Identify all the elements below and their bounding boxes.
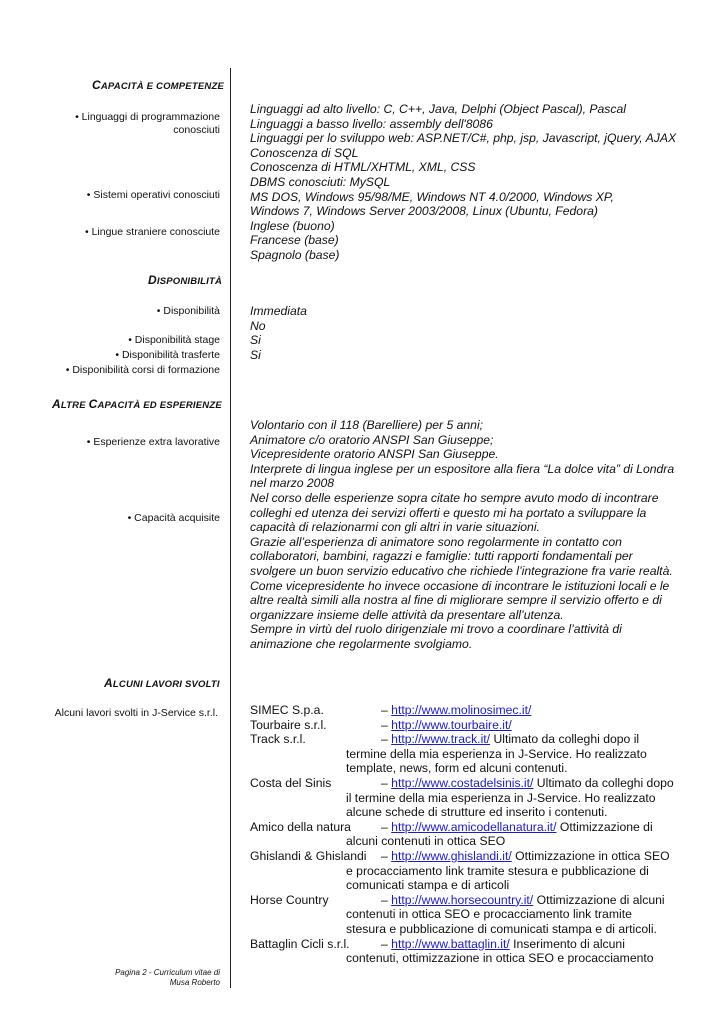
- column-divider: [230, 68, 231, 988]
- competenza-line: Inglese (buono): [250, 218, 335, 233]
- heading-altre: [52, 397, 222, 411]
- esperienza-line: Vicepresidente oratorio ANSPI San Giuseppe.: [250, 447, 499, 462]
- heading-rest: ISPONIBILITÀ: [156, 276, 223, 287]
- lavoro-desc: Ottimizzazione di alcuni: [533, 892, 665, 907]
- esperienza-line: svolgere un buon servizio educativo che richiede l’integrazione fra varie realtà.: [250, 563, 673, 578]
- esperienza-line: altre realtà simili alla nostra al fine di migliorare sempre il servizio offerto e di: [250, 593, 662, 608]
- label-capacita-acquisite: • Capacità acquisite: [127, 512, 220, 524]
- heading-lavori: [104, 676, 220, 690]
- competenza-line: Conoscenza di SQL: [250, 145, 359, 160]
- competenza-line: Spagnolo (base): [250, 247, 340, 262]
- heading-initial: C: [88, 397, 98, 411]
- label-stage: • Disponibilità stage: [128, 334, 220, 346]
- label-sistemi: • Sistemi operativi conosciuti: [86, 189, 220, 201]
- footer-line1: Pagina 2 - Curriculum vitae di: [115, 968, 220, 977]
- lavoro-item: [250, 718, 720, 733]
- heading-initial: A: [104, 676, 113, 690]
- lavoro-desc-continued: contenuti in ottica SEO e procacciamento link tramite: [346, 907, 632, 922]
- lavoro-name: Costa del Sinis: [250, 775, 332, 790]
- lavoro-name: Ghislandi & Ghislandi: [250, 848, 367, 863]
- lavoro-link[interactable]: http://www.track.it/: [391, 732, 491, 747]
- competenza-line: Linguaggi a basso livello: assembly dell'8086: [250, 116, 493, 131]
- disponibilita-value: Immediata: [250, 304, 307, 318]
- lavoro-name: Horse Country: [250, 892, 329, 907]
- label-corsi: • Disponibilità corsi di formazione: [65, 364, 220, 376]
- heading-capacita: [92, 78, 224, 92]
- esperienza-line: Come vicepresidente ho invece occasione di incontrare le istituzioni locali e le: [250, 578, 670, 593]
- label-lingue: • Lingue straniere conosciute: [84, 226, 220, 238]
- footer-line2: Musa Roberto: [169, 978, 220, 987]
- lavoro-desc-continued: e procacciamento link tramite stesura e pubblicazione di: [346, 863, 649, 878]
- esperienza-line: Sempre in virtù del ruolo dirigenziale mi trovo a coordinare l’attività di: [250, 622, 622, 637]
- competenza-line: Windows 7, Windows Server 2003/2008, Linux (Ubuntu, Fedora): [250, 204, 598, 219]
- label-lavori-jservice: Alcuni lavori svolti in J-Service s.r.l.: [54, 707, 218, 719]
- lavoro-desc-continued: contenuti, ottimizzazione in ottica SEO e procacciamento: [346, 951, 654, 966]
- lavoro-first-line: [250, 718, 720, 733]
- lavoro-first-line: [250, 703, 720, 718]
- lavoro-link[interactable]: http://www.amicodellanatura.it/: [391, 819, 557, 834]
- lavoro-dash: –: [381, 717, 392, 732]
- competenza-line: Linguaggi per lo sviluppo web: ASP.NET/C#, php, jsp, Javascript, jQuery, AJAX: [250, 131, 677, 146]
- label-esperienze: • Esperienze extra lavorative: [86, 436, 220, 448]
- lavoro-first-line: [250, 849, 720, 864]
- lavoro-name: Track s.r.l.: [250, 732, 306, 747]
- lavoro-item: [250, 937, 720, 966]
- heading-rest: APACITÀ ED ESPERIENZE: [97, 400, 222, 411]
- heading-initial: A: [52, 397, 61, 411]
- lavoro-link[interactable]: http://www.horsecountry.it/: [391, 892, 534, 907]
- lavoro-desc-continued: template, news, form ed alcuni contenuti.: [346, 761, 568, 776]
- heading-disponibilita: [148, 273, 222, 287]
- disponibilita-value: Si: [250, 333, 261, 348]
- lavoro-first-line: [250, 776, 720, 791]
- esperienza-line: animazione che regolarmente svolgiamo.: [250, 636, 473, 651]
- label-disponibilita: • Disponibilità: [156, 305, 220, 317]
- heading-rest: LCUNI LAVORI SVOLTI: [112, 679, 220, 690]
- lavoro-link[interactable]: http://www.tourbaire.it/: [391, 717, 512, 732]
- heading-initial: C: [92, 78, 101, 92]
- lavoro-first-line: [250, 893, 720, 908]
- lavoro-desc-continued: comunicati stampa e di articoli: [346, 878, 510, 893]
- esperienza-line: capacità di relazionarmi con gli altri in varie situazioni.: [250, 520, 540, 535]
- disponibilita-value: Si: [250, 347, 261, 362]
- esperienza-line: organizzare insieme delle attività da presentare all’utenza.: [250, 607, 564, 622]
- lavoro-desc-continued: il termine della mia esperienza in J-Service. Ho realizzato: [346, 790, 656, 805]
- competenza-line: Conoscenza di HTML/XHTML, XML, CSS: [250, 160, 476, 175]
- competenze-block: [250, 102, 720, 263]
- esperienza-line: colleghi ed utenza dei servizi offerti e questo mi ha portato a sviluppare la: [250, 505, 647, 520]
- lavoro-desc-continued: termine della mia esperienza in J-Service. Ho realizzato: [346, 746, 647, 761]
- label-linguaggi-line1: • Linguaggi di programmazione: [75, 111, 220, 123]
- esperienze-block: [250, 418, 720, 652]
- lavoro-dash: –: [381, 848, 392, 863]
- lavoro-desc-continued: alcuni contenuti in ottica SEO: [346, 834, 506, 849]
- esperienza-line: Animatore c/o oratorio ANSPI San Giuseppe;: [250, 432, 494, 447]
- lavoro-name: SIMEC S.p.a.: [250, 703, 324, 717]
- competenza-line: Linguaggi ad alto livello: C, C++, Java, Delphi (Object Pascal), Pascal: [250, 102, 626, 116]
- esperienza-line: collaboratori, bambini, ragazzi e famiglie: tutti rapporti fondamentali per: [250, 549, 633, 564]
- lavoro-dash: –: [381, 819, 392, 834]
- heading-initial: D: [148, 273, 157, 287]
- competenza-line: MS DOS, Windows 95/98/ME, Windows NT 4.0/2000, Windows XP,: [250, 189, 614, 204]
- lavoro-dash: –: [381, 775, 392, 790]
- lavoro-item: [250, 893, 720, 937]
- lavoro-link[interactable]: http://www.molinosimec.it/: [391, 703, 532, 717]
- competenza-line: Francese (base): [250, 233, 339, 248]
- lavoro-dash: –: [381, 732, 392, 747]
- lavoro-desc: Inserimento di alcuni: [509, 936, 625, 951]
- heading-rest: LTRE: [60, 400, 89, 411]
- lavoro-first-line: [250, 937, 720, 952]
- lavoro-desc-continued: stesura e pubblicazione di comunicati stampa e di articoli.: [346, 921, 657, 936]
- lavoro-desc-continued: alcune schede di strutture ed inserito i contenuti.: [346, 805, 608, 820]
- competenza-line: DBMS conosciuti: MySQL: [250, 174, 391, 189]
- esperienza-line: Interprete di lingua inglese per un espositore alla fiera “La dolce vita” di Londra: [250, 461, 675, 476]
- lavoro-name: Tourbaire s.r.l.: [250, 717, 327, 732]
- lavoro-item: [250, 732, 720, 776]
- lavoro-item: [250, 703, 720, 718]
- lavoro-desc: Ultimato da colleghi dopo: [533, 775, 674, 790]
- lavoro-link[interactable]: http://www.costadelsinis.it/: [391, 775, 534, 790]
- disponibilita-block: [250, 304, 720, 362]
- lavoro-dash: –: [381, 703, 392, 717]
- page-footer: [100, 968, 220, 988]
- lavoro-link[interactable]: http://www.ghislandi.it/: [391, 848, 512, 863]
- label-trasferte: • Disponibilità trasferte: [115, 349, 220, 361]
- label-linguaggi: [75, 111, 220, 137]
- lavoro-desc: Ottimizzazione in ottica SEO: [511, 848, 670, 863]
- lavoro-first-line: [250, 820, 720, 835]
- lavoro-dash: –: [381, 892, 392, 907]
- esperienza-line: Grazie all’esperienza di animatore sono regolarmente in contatto con: [250, 534, 622, 549]
- lavoro-name: Battaglin Cicli s.r.l.: [250, 936, 350, 951]
- lavoro-name: Amico della natura: [250, 819, 351, 834]
- lavoro-item: [250, 820, 720, 849]
- lavoro-item: [250, 849, 720, 893]
- lavori-list: [250, 703, 720, 966]
- lavoro-link[interactable]: http://www.battaglin.it/: [391, 936, 510, 951]
- heading-rest: APACITÀ E COMPETENZE: [100, 81, 224, 92]
- disponibilita-value: No: [250, 318, 266, 333]
- lavoro-dash: –: [381, 936, 392, 951]
- lavoro-desc: Ultimato da colleghi dopo il: [490, 732, 640, 747]
- lavoro-first-line: [250, 732, 720, 747]
- lavoro-desc: Ottimizzazione di: [556, 819, 653, 834]
- esperienza-line: Nel corso delle esperienze sopra citate ho sempre avuto modo di incontrare: [250, 490, 659, 505]
- esperienza-line: nel marzo 2008: [250, 476, 335, 491]
- lavoro-item: [250, 776, 720, 820]
- esperienza-line: Volontario con il 118 (Barelliere) per 5 anni;: [250, 418, 484, 432]
- label-linguaggi-line2: conosciuti: [173, 124, 220, 136]
